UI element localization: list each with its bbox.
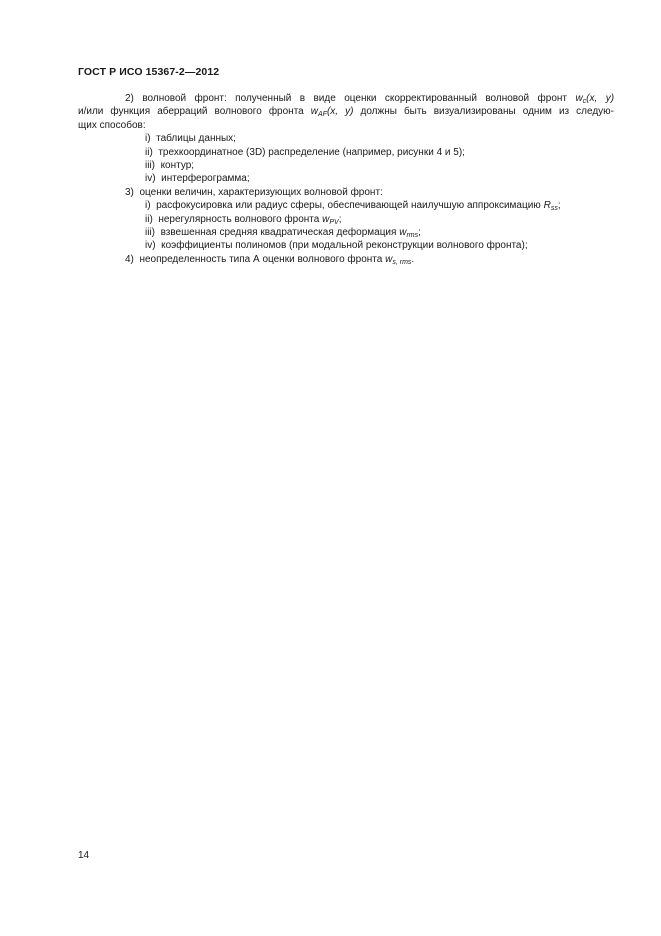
item-4: 4) неопределенность типа А оценки волнового фронта $w_{s, rms}$.	[125, 253, 415, 266]
document-header: ГОСТ Р ИСО 15367-2—2012	[78, 66, 220, 78]
list-item: iii) взвешенная средняя квадратическая деформация $w_{rms}$;	[145, 226, 421, 239]
list-item: ii) нерегулярность волнового фронта $w_{PV}$;	[145, 213, 342, 226]
document-body	[78, 92, 614, 266]
item-2-line-2	[78, 105, 614, 118]
item-2-text-2-tail: должны быть визуализированы одним из следую-	[360, 106, 615, 118]
item-4-number: 4)	[125, 253, 134, 265]
item-2-text-2: и/или функция аберраций волнового фронта	[78, 106, 304, 118]
formula-waf: $w_{AF}(x$, y)	[310, 106, 354, 119]
formula-ws-rms: $w_{s, rms}$	[385, 253, 412, 266]
formula-wpv: $w_{PV}$	[322, 213, 339, 226]
list-item: iv) интерферограмма;	[145, 173, 250, 185]
item-3	[78, 186, 614, 199]
formula-wc: $w_c(x$, y)	[575, 93, 615, 105]
item-2-line-1	[78, 92, 614, 105]
item-2-number: 2)	[125, 93, 134, 104]
item-3-text: оценки величин, характеризующих волновой фронт:	[139, 186, 383, 198]
formula-wrms: $w_{rms}$	[399, 226, 419, 239]
list-item: ii) трехкоординатное (3D) распределение (например, рисунки 4 и 5);	[145, 146, 465, 158]
page-number: 14	[78, 850, 90, 861]
list-item: iv) коэффициенты полиномов (при модальной реконструкции волнового фронта);	[145, 240, 528, 252]
formula-rss: $R_{ss}$	[543, 200, 558, 213]
item-2-text: волновой фронт: полученный в виде оценки скорректированный волновой фронт	[142, 93, 568, 104]
list-item: i) таблицы данных;	[145, 133, 236, 145]
list-item: iii) контур;	[145, 159, 195, 171]
item-3-number: 3)	[125, 186, 134, 198]
item-4-text: неопределенность типа А оценки волнового фронта	[139, 253, 383, 265]
list-item: i) расфокусировка или радиус сферы, обеспечивающей наилучшую аппроксимацию $R_{ss}$;	[145, 200, 561, 213]
item-2-line-3: щих способов:	[78, 119, 146, 131]
